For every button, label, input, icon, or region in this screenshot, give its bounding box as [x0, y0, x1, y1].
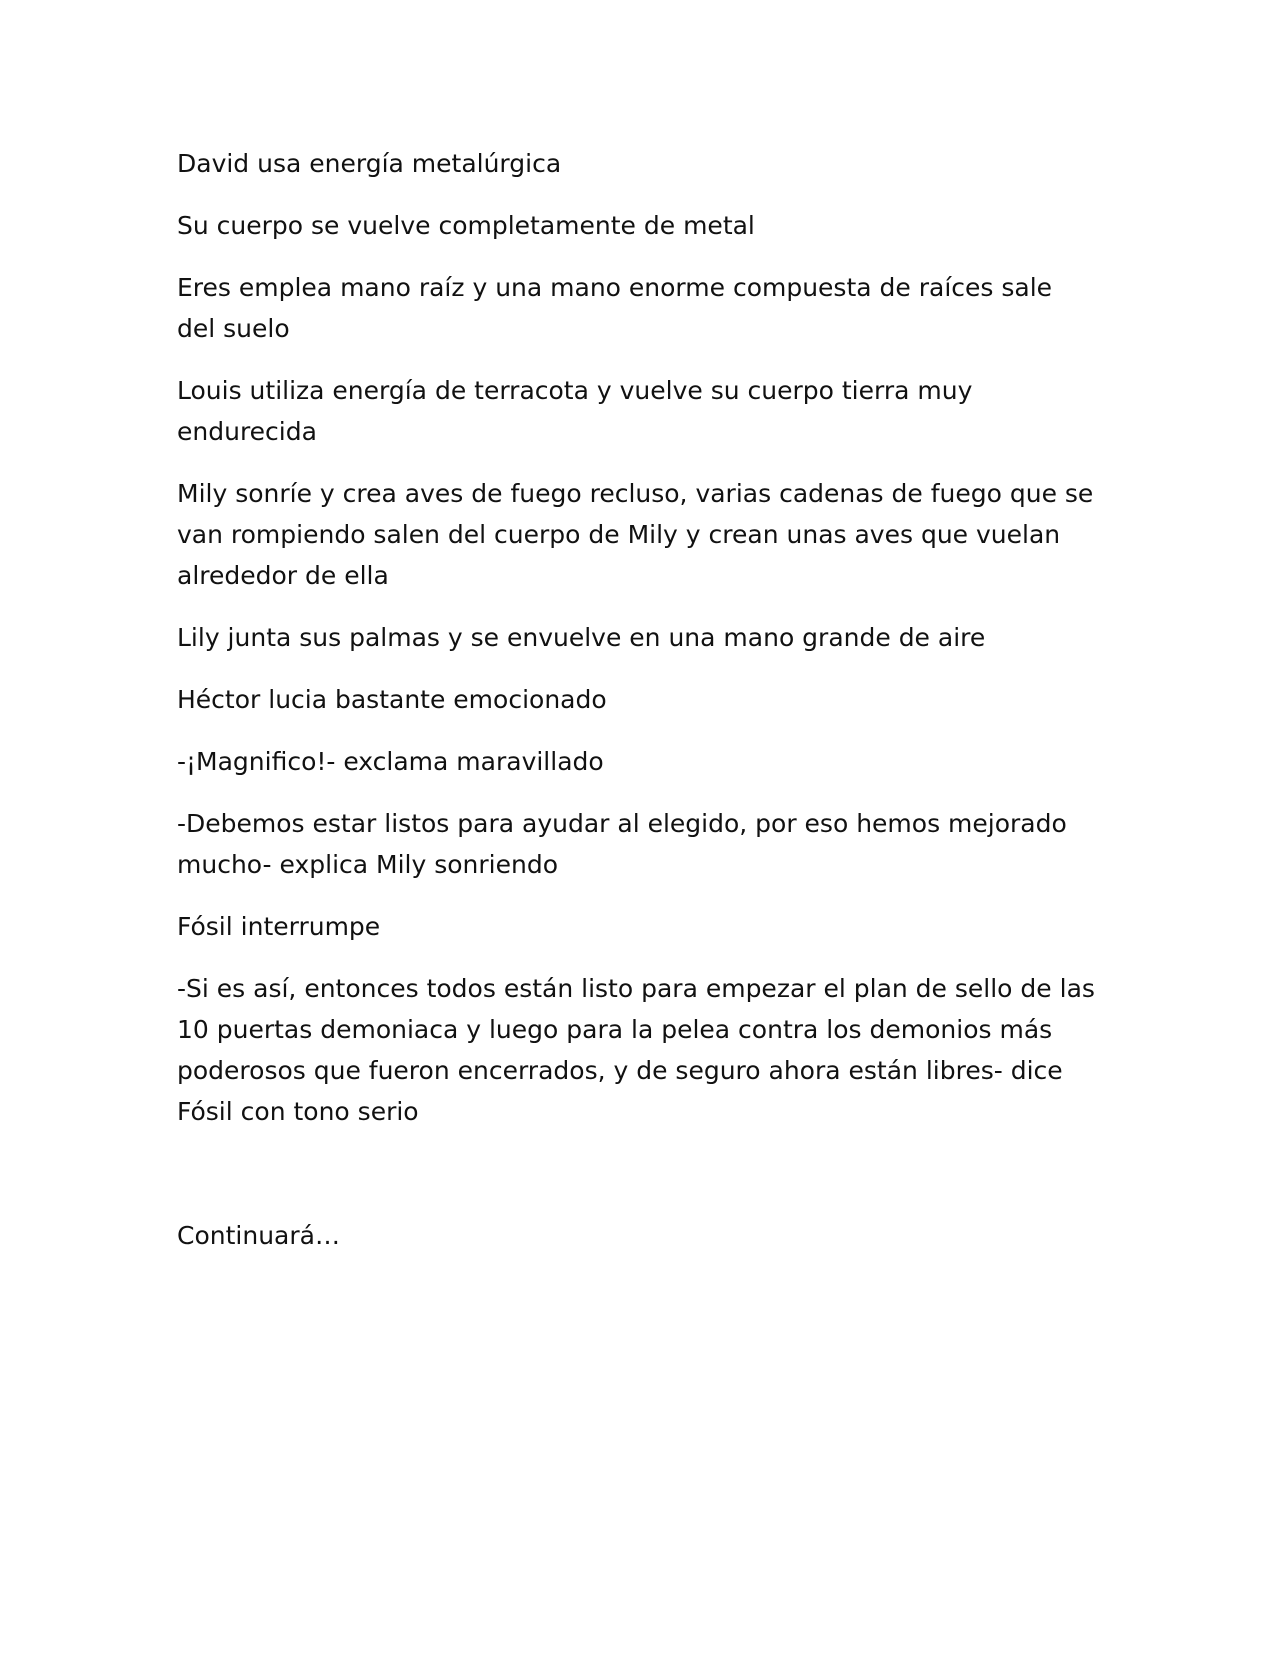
paragraph-2: Su cuerpo se vuelve completamente de metal	[177, 211, 755, 240]
paragraph-11: -Si es así, entonces todos están listo para empezar el plan de sello de las 10 puertas demoniaca y luego para la pelea contra los demonios más poderosos que fueron encerrados, y de seguro ahora están libres- dice Fósil con tono serio	[177, 974, 1095, 1126]
paragraph-7: Héctor lucia bastante emocionado	[177, 685, 607, 714]
paragraph-1: David usa energía metalúrgica	[177, 149, 562, 178]
paragraph-3: Eres emplea mano raíz y una mano enorme compuesta de raíces sale del suelo	[177, 273, 1053, 343]
paragraph-8: -¡Magnifico!- exclama maravillado	[177, 747, 604, 776]
paragraph-4: Louis utiliza energía de terracota y vuelve su cuerpo tierra muy endurecida	[177, 376, 973, 446]
paragraph-5: Mily sonríe y crea aves de fuego recluso, varias cadenas de fuego que se van rompiendo salen del cuerpo de Mily y crean unas aves que vuelan alrededor de ella	[177, 479, 1094, 590]
paragraph-9: -Debemos estar listos para ayudar al elegido, por eso hemos mejorado mucho- explica Mily sonriendo	[177, 809, 1067, 879]
closing-line: Continuará…	[177, 1221, 340, 1250]
paragraph-10: Fósil interrumpe	[177, 912, 381, 941]
blank-line	[177, 1153, 1097, 1194]
document-body	[177, 143, 1097, 1277]
paragraph-6: Lily junta sus palmas y se envuelve en una mano grande de aire	[177, 623, 986, 652]
